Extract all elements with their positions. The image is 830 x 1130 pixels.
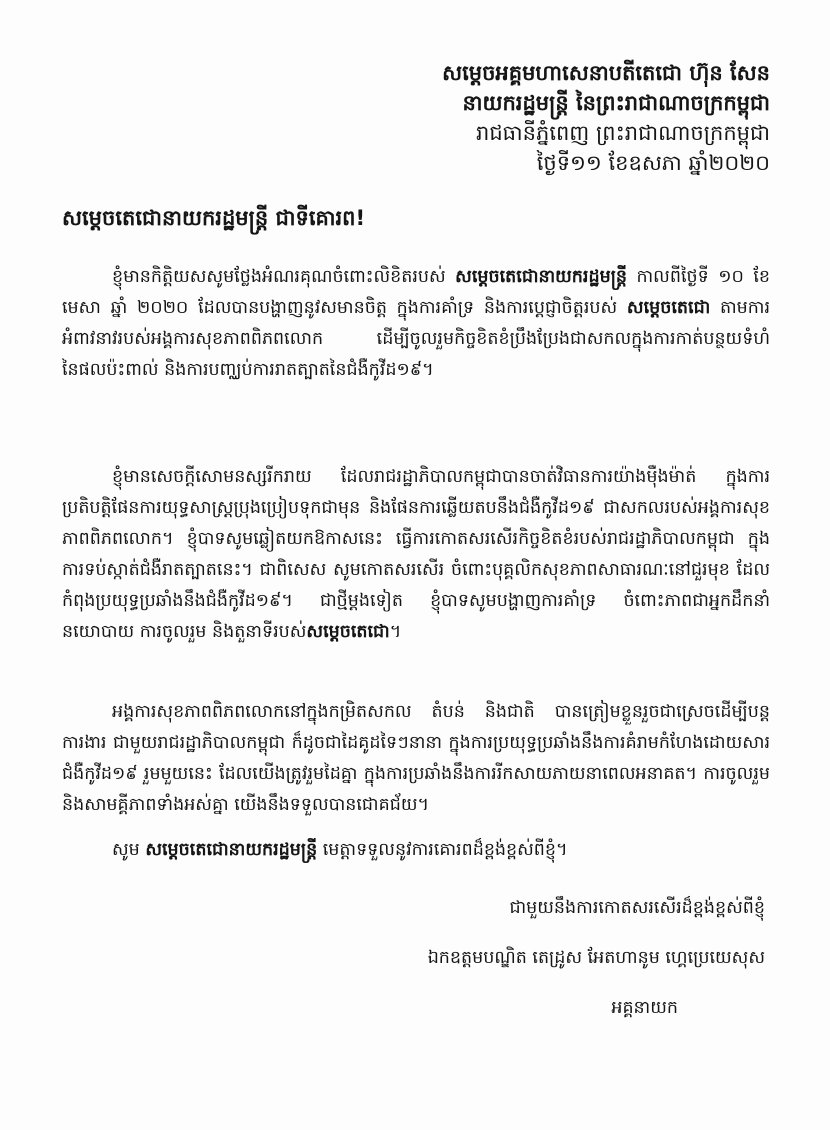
- paragraph-4: [62, 835, 770, 866]
- letter-date: ថ្ងៃទី១១ ខែឧសភា ឆ្នាំ២០២០: [536, 151, 770, 175]
- paragraph-3: អង្គការសុខភាពពិភពលោកនៅក្នុងកម្រិតសកល តំបន់ និងជាតិ បានត្រៀមខ្លួនរួចជាស្រេចដើម្បីបន្តការងារ ជាមួយរាជរដ្ឋាភិបាលកម្ពុជា ក៏ដូចជាដៃគូដទៃៗនានា ក្នុងការប្រយុទ្ធប្រឆាំងនឹងការគំរាមកំហែងដោយសារជំងឺកូវីដ១៩ រួមមួយនេះ ដែលយើងត្រូវរួមដៃគ្នា ក្នុងការប្រឆាំងនឹងការរីកសាយភាយនាពេលអនាគត។ ការចូលរួម និងសាមគ្គីភាពទាំងអស់គ្នា យើងនឹងទទួលបានជោគជ័យ។: [62, 702, 770, 815]
- addressee-name: សម្តេចអគ្គមហាសេនាបតីតេជោ ហ៊ុន សែន: [442, 61, 770, 85]
- paragraph-2-bold-a: សម្តេចតេជោ: [306, 622, 390, 642]
- signatory-name: ឯកឧត្តមបណ្ឌិត តេដ្រូស អែតហានូម ហ្គេប្រេយេសុស: [427, 948, 765, 968]
- paragraph-4-text-a: សូម: [112, 840, 146, 860]
- paragraph-1-bold-b: សម្តេចតេជោ: [626, 298, 711, 318]
- paragraph-1-text-b: កាលពីថ្ងៃទី ១០ ខែមេសា ឆ្នាំ ២០២០ ដែលបានបង្ហាញនូវសមានចិត្ត ក្នុងការគាំទ្រ និងការប្តេជ្ញាចិត្តរបស់: [62, 267, 770, 318]
- paragraph-2: [62, 462, 770, 648]
- addressee-block: [310, 58, 770, 178]
- closing-phrase: ជាមួយនឹងការកោតសរសើរដ៏ខ្ពង់ខ្ពស់ពីខ្ញុំ: [509, 898, 765, 918]
- addressee-location: រាជធានីភ្នំពេញ ព្រះរាជាណាចក្រកម្ពុជា: [476, 121, 770, 145]
- paragraph-1: [62, 262, 770, 386]
- paragraph-2-text-b: ។: [389, 622, 402, 642]
- paragraph-1-bold-a: សម្តេចតេជោនាយករដ្ឋមន្ត្រី: [455, 267, 628, 287]
- salutation: សម្តេចតេជោនាយករដ្ឋមន្ត្រី ជាទីគោរព!: [62, 206, 366, 230]
- signatory-title: អគ្គនាយក: [611, 998, 678, 1018]
- paragraph-1-text-a: ខ្ញុំមានកិត្តិយសសូមថ្លែងអំណរគុណចំពោះលិខិតរបស់: [112, 267, 456, 287]
- addressee-title: នាយករដ្ឋមន្ត្រី នៃព្រះរាជាណាចក្រកម្ពុជា: [462, 91, 770, 115]
- paragraph-4-bold-a: សម្តេចតេជោនាយករដ្ឋមន្ត្រី: [145, 840, 318, 860]
- paragraph-4-text-b: មេត្តាទទួលនូវការគោរពដ៏ខ្ពង់ខ្ពស់ពីខ្ញុំ។: [317, 840, 568, 860]
- paragraph-2-text-a: ខ្ញុំមានសេចក្តីសោមនស្សរីករាយ ដែលរាជរដ្ឋាភិបាលកម្ពុជាបានចាត់វិធានការយ៉ាងម៉ឺងម៉ាត់ ក្នុងការប្រតិបត្តិផែនការយុទ្ធសាស្ត្រប្រុងប្រៀបទុកជាមុន និងផែនការឆ្លើយតបនឹងជំងឺកូវីដ១៩ ជាសកលរបស់អង្គការសុខភាពពិភពលោក។ ខ្ញុំបាទសូមឆ្លៀតយកឱកាសនេះ ធ្វើការកោតសរសើរកិច្ចខិតខំរបស់រាជរដ្ឋាភិបាលកម្ពុជា ក្នុងការទប់ស្កាត់ជំងឺរាតត្បាតនេះ។ ជាពិសេស សូមកោតសរសើរ ចំពោះបុគ្គលិកសុខភាពសាធារណៈនៅជួរមុខ ដែលកំពុងប្រយុទ្ធប្រឆាំងនឹងជំងឺកូវីដ១៩។ ជាថ្មីម្តងទៀត ខ្ញុំបាទសូមបង្ហាញការគាំទ្រ ចំពោះភាពជាអ្នកដឹកនាំនយោបាយ ការចូលរួម និងតួនាទីរបស់: [62, 467, 770, 642]
- paragraph-1-text-c: តាមការអំពាវនាវរបស់អង្គការសុខភាពពិភពលោក ដើម្បីចូលរួមកិច្ចខិតខំប្រឹងប្រែងជាសកលក្នុងការកាត់បន្ថយទំហំនៃផលប៉ះពាល់ និងការបញ្ឈប់ការរាតត្បាតនៃជំងឺកូវីដ១៩។: [62, 298, 770, 380]
